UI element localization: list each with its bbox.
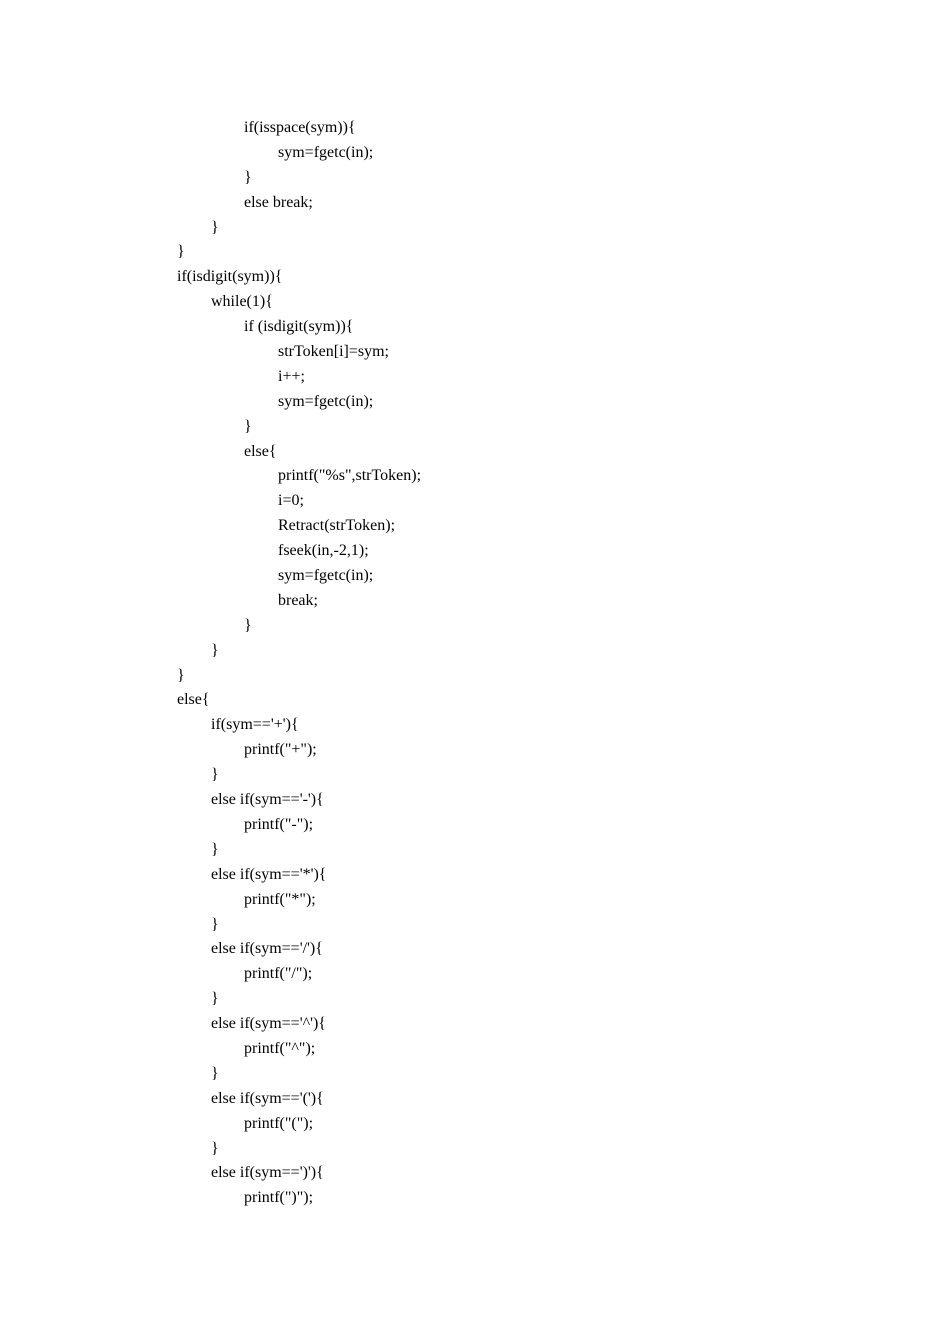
code-line: else{ bbox=[177, 691, 210, 709]
code-line: } bbox=[211, 990, 219, 1008]
code-line: printf("^"); bbox=[244, 1039, 316, 1057]
code-line: } bbox=[211, 641, 219, 659]
code-line: if (isdigit(sym)){ bbox=[244, 318, 354, 336]
code-line: } bbox=[244, 616, 252, 634]
code-listing bbox=[177, 116, 421, 1211]
code-line: else if(sym==')'){ bbox=[211, 1164, 324, 1182]
code-line: if(sym=='+'){ bbox=[211, 716, 299, 734]
code-line: sym=fgetc(in); bbox=[278, 567, 374, 585]
code-line: sym=fgetc(in); bbox=[278, 143, 374, 161]
code-line: printf("/"); bbox=[244, 965, 313, 983]
code-line: } bbox=[244, 417, 252, 435]
code-line: else{ bbox=[244, 442, 277, 460]
code-line: break; bbox=[278, 591, 318, 609]
code-line: if(isdigit(sym)){ bbox=[177, 268, 283, 286]
code-line: i++; bbox=[278, 367, 305, 385]
code-line: printf("-"); bbox=[244, 815, 314, 833]
code-line: } bbox=[211, 218, 219, 236]
code-line: else if(sym=='-'){ bbox=[211, 791, 324, 809]
code-line: strToken[i]=sym; bbox=[278, 343, 389, 361]
code-line: i=0; bbox=[278, 492, 304, 510]
code-line: else if(sym=='*'){ bbox=[211, 865, 327, 883]
code-line: printf("+"); bbox=[244, 741, 317, 759]
code-line: else break; bbox=[244, 193, 313, 211]
code-line: while(1){ bbox=[211, 293, 273, 311]
code-line: if(isspace(sym)){ bbox=[244, 119, 356, 136]
code-line: printf("*"); bbox=[244, 890, 316, 908]
code-line: } bbox=[211, 1139, 219, 1157]
code-line: } bbox=[177, 243, 185, 261]
code-line: } bbox=[211, 915, 219, 933]
code-line: else if(sym=='^'){ bbox=[211, 1015, 326, 1033]
code-line: } bbox=[244, 168, 252, 186]
code-line: printf("("); bbox=[244, 1114, 314, 1132]
code-line: else if(sym=='('){ bbox=[211, 1089, 324, 1107]
code-line: } bbox=[211, 1064, 219, 1082]
code-line: printf("%s",strToken); bbox=[278, 467, 422, 485]
code-line: else if(sym=='/'){ bbox=[211, 940, 323, 958]
code-line: printf(")"); bbox=[244, 1189, 314, 1207]
code-line: Retract(strToken); bbox=[278, 517, 396, 535]
code-line: fseek(in,-2,1); bbox=[278, 542, 369, 560]
code-line: } bbox=[211, 766, 219, 784]
code-line: } bbox=[177, 666, 185, 684]
code-line: } bbox=[211, 840, 219, 858]
code-line: sym=fgetc(in); bbox=[278, 392, 374, 410]
